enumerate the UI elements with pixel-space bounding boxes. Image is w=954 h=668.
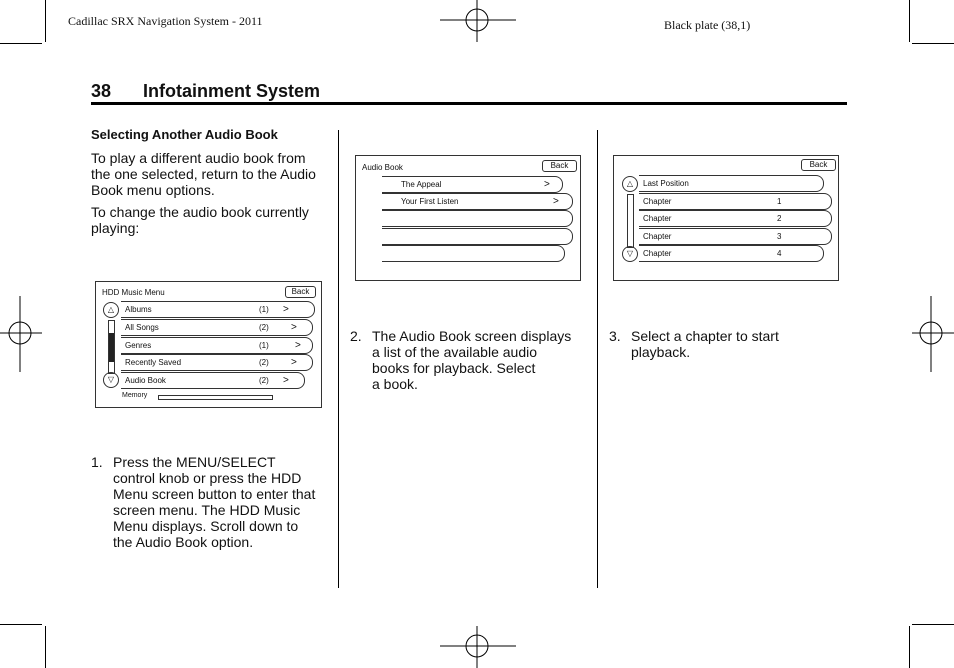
scroll-up-icon[interactable]: △ [622, 176, 638, 192]
text-line: Menu screen button to enter that [113, 486, 316, 502]
chapter-label: Chapter [643, 232, 672, 241]
menu-row-label: All Songs [125, 323, 159, 332]
step-text [372, 328, 571, 392]
section-title: Infotainment System [143, 81, 321, 101]
crop-mark [909, 0, 910, 42]
menu-row-label: Recently Saved [125, 358, 182, 367]
step-2 [350, 328, 590, 398]
crop-mark [45, 0, 46, 42]
chevron-right-icon: > [553, 196, 559, 207]
menu-row-count: (1) [259, 305, 269, 314]
menu-row-count: (2) [259, 376, 269, 385]
text-line: Menu displays. Scroll down to [113, 518, 299, 534]
audio-book-row[interactable] [382, 176, 563, 193]
paragraph [91, 204, 309, 236]
audio-book-screen [355, 155, 581, 281]
text-line: control knob or press the HDD [113, 470, 302, 486]
back-button[interactable]: Back [801, 159, 836, 171]
text-line: the Audio Book option. [113, 534, 254, 550]
crop-mark [912, 624, 954, 625]
menu-row-recently-saved[interactable] [121, 354, 313, 371]
empty-row [382, 210, 573, 227]
text-line: books for playback. Select [372, 360, 536, 376]
crop-mark [0, 624, 42, 625]
registration-mark-left [0, 296, 42, 372]
step-number: 3. [609, 328, 621, 344]
scrollbar[interactable] [108, 320, 115, 374]
text-line: screen menu. The HDD Music [113, 502, 301, 518]
text-line: a list of the available audio [372, 344, 537, 360]
chevron-right-icon: > [291, 357, 297, 368]
step-1 [91, 454, 331, 554]
chapter-number: 4 [777, 249, 782, 258]
memory-bar [158, 395, 273, 400]
menu-row-all-songs[interactable] [121, 319, 313, 336]
text-line: The Audio Book screen displays [372, 328, 572, 344]
chapter-number: 2 [777, 214, 782, 223]
scroll-down-icon[interactable]: ▽ [103, 372, 119, 388]
crop-mark [0, 43, 42, 44]
audio-book-row[interactable] [382, 193, 573, 210]
chevron-right-icon: > [295, 340, 301, 351]
chapter-list-screen [613, 155, 839, 281]
scroll-up-icon[interactable]: △ [103, 302, 119, 318]
audio-book-title: Your First Listen [401, 197, 459, 206]
header-document-title: Cadillac SRX Navigation System - 2011 [68, 14, 263, 28]
menu-row-audio-book[interactable] [121, 372, 305, 389]
section-rule [91, 102, 847, 105]
page-number: 38 [91, 81, 112, 101]
hdd-music-menu-screen [95, 281, 322, 408]
subheading: Selecting Another Audio Book [91, 127, 278, 142]
crop-mark [909, 626, 910, 668]
chapter-label: Chapter [643, 197, 672, 206]
menu-row-count: (1) [259, 341, 269, 350]
scroll-down-icon[interactable]: ▽ [622, 246, 638, 262]
step-number: 2. [350, 328, 362, 344]
registration-mark-top [440, 0, 516, 42]
chapter-label: Chapter [643, 249, 672, 258]
chevron-right-icon: > [291, 322, 297, 333]
menu-row-label: Genres [125, 341, 152, 350]
empty-row [382, 245, 565, 262]
scrollbar[interactable] [627, 194, 634, 248]
paragraph [91, 150, 316, 198]
chevron-right-icon: > [544, 179, 550, 190]
menu-row-albums[interactable] [121, 301, 315, 318]
audio-book-title: The Appeal [401, 180, 442, 189]
back-button[interactable]: Back [285, 286, 316, 298]
chapter-row[interactable] [639, 245, 824, 262]
menu-row-label: Last Position [643, 179, 689, 188]
memory-label: Memory [122, 392, 148, 399]
column-divider [338, 130, 339, 588]
chapter-row[interactable] [639, 210, 832, 227]
text-line: To play a different audio book from [91, 150, 306, 166]
header-plate-label: Black plate (38,1) [664, 18, 751, 32]
text-line: the one selected, return to the Audio [91, 166, 316, 182]
chapter-number: 1 [777, 197, 782, 206]
chevron-right-icon: > [283, 304, 289, 315]
menu-row-genres[interactable] [121, 337, 313, 354]
chevron-right-icon: > [283, 375, 289, 386]
text-line: a book. [372, 376, 418, 392]
step-number: 1. [91, 454, 103, 470]
step-text [113, 454, 315, 550]
chapter-row[interactable] [639, 228, 832, 245]
step-3 [609, 328, 839, 368]
text-line: Select a chapter to start [631, 328, 779, 344]
menu-row-count: (2) [259, 323, 269, 332]
scroll-thumb[interactable] [109, 333, 114, 362]
menu-row-label: Audio Book [125, 376, 166, 385]
chapter-row[interactable] [639, 193, 832, 210]
crop-mark [912, 43, 954, 44]
menu-row-label: Albums [125, 305, 152, 314]
step-text [631, 328, 779, 360]
registration-mark-right [912, 296, 954, 372]
crop-mark [45, 626, 46, 668]
last-position-row[interactable] [639, 175, 824, 192]
screen-title: HDD Music Menu [102, 288, 165, 297]
screen-title: Audio Book [362, 163, 403, 172]
menu-row-count: (2) [259, 358, 269, 367]
column-divider [597, 130, 598, 588]
text-line: Book menu options. [91, 182, 215, 198]
text-line: Press the MENU/SELECT [113, 454, 276, 470]
empty-row [382, 228, 573, 245]
back-button[interactable]: Back [542, 160, 577, 172]
registration-mark-bottom [440, 626, 516, 668]
chapter-label: Chapter [643, 214, 672, 223]
chapter-number: 3 [777, 232, 782, 241]
text-line: To change the audio book currently [91, 204, 309, 220]
text-line: playing: [91, 220, 140, 236]
text-line: playback. [631, 344, 691, 360]
